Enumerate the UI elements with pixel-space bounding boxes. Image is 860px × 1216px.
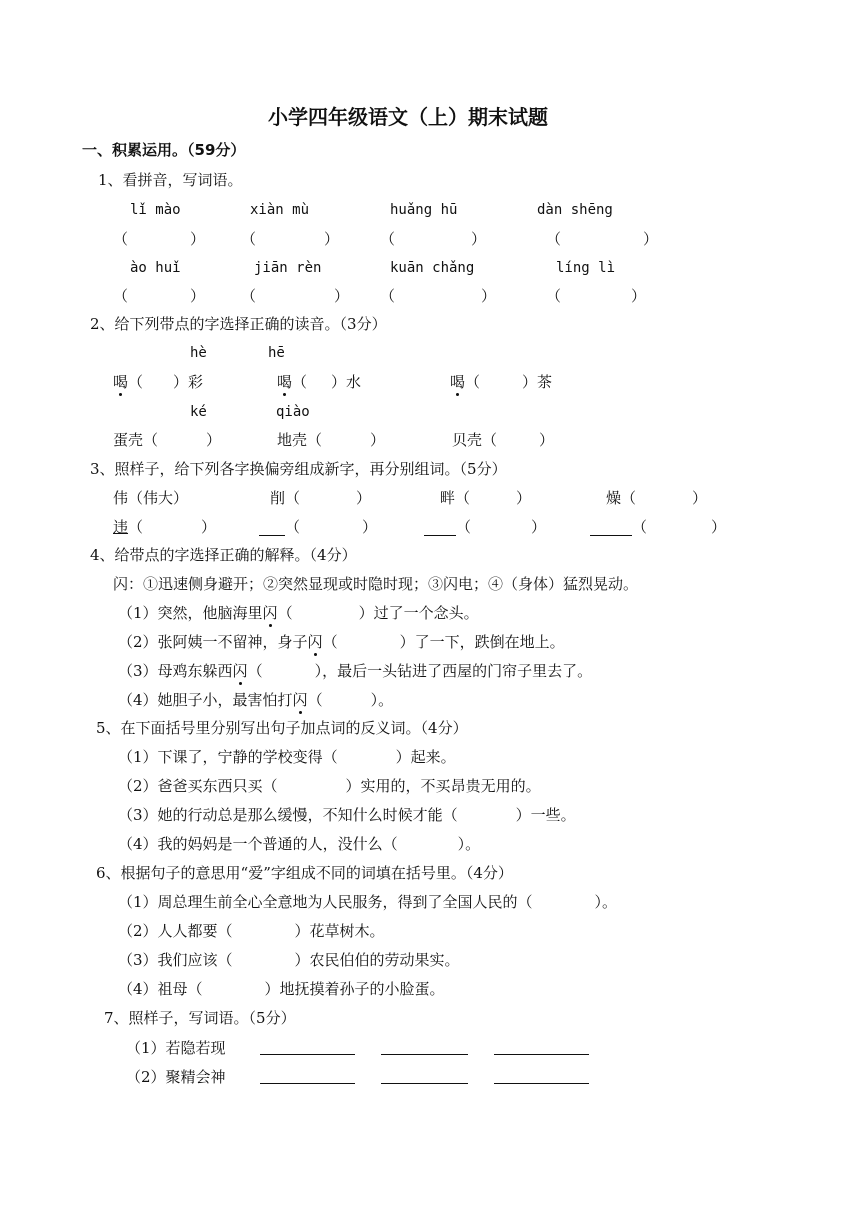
pinyin: líng lì [556, 260, 616, 276]
write-line[interactable] [494, 1065, 589, 1084]
question-2-label: 2、给下列带点的字选择正确的读音。（3分） [90, 315, 387, 333]
char-item: 畔（ ） [440, 489, 532, 507]
answer-blank[interactable]: （ ） [113, 230, 206, 248]
choice-item: 蛋壳（ ） [113, 431, 222, 449]
sentence: （4）我的妈妈是一个普通的人，没什么（ ）。 [118, 835, 481, 853]
sentence: （2）张阿姨一不留神，身子闪（ ）了一下，跌倒在地上。 [118, 633, 565, 651]
answer-blank[interactable]: （ ） [546, 287, 647, 305]
sentence: （4）她胆子小，最害怕打闪（ ）。 [118, 691, 394, 709]
write-line[interactable] [260, 1036, 355, 1055]
pinyin: huǎng hū [390, 202, 458, 218]
write-line[interactable] [260, 1065, 355, 1084]
char-item: 燥（ ） [606, 489, 708, 507]
pinyin: lǐ mào [130, 202, 181, 218]
example-word: （2）聚精会神 [126, 1068, 226, 1086]
choice-item: 地壳（ ） [277, 431, 386, 449]
example: 伟（伟大） [113, 489, 189, 507]
sentence: （2）爸爸买东西只买（ ）实用的，不买昂贵无用的。 [118, 777, 541, 795]
choice-item: 喝（ ）彩 [113, 373, 204, 391]
answer-blank[interactable]: （ ） [241, 287, 350, 305]
pinyin: dàn shēng [537, 202, 613, 218]
pinyin: xiàn mù [250, 202, 310, 218]
write-line[interactable] [381, 1036, 468, 1055]
answer-blank[interactable]: （ ） [380, 287, 497, 305]
paren-blank[interactable]: （ ） [632, 518, 727, 536]
question-7-label: 7、照样子，写词语。（5分） [104, 1009, 296, 1027]
choice-item: 喝（ ）水 [277, 373, 362, 391]
char-item: 削（ ） [270, 489, 372, 507]
section-heading-1: 一、积累运用。（59分） [82, 141, 246, 159]
pinyin: ào huǐ [130, 260, 181, 276]
answer-blank[interactable]: （ ） [546, 230, 659, 248]
pinyin: qiào [276, 404, 310, 420]
example-word: （1）若隐若现 [126, 1039, 226, 1057]
sentence: （1）下课了，宁静的学校变得（ ）起来。 [118, 748, 456, 766]
question-6-label: 6、根据句子的意思用“爱”字组成不同的词填在括号里。（4分） [96, 864, 513, 882]
question-1-label: 1、看拼音，写词语。 [98, 171, 243, 189]
pinyin: jiān rèn [254, 260, 322, 276]
sentence: （4）祖母（ ）地抚摸着孙子的小脸蛋。 [118, 980, 445, 998]
write-line[interactable] [494, 1036, 589, 1055]
paren-blank[interactable]: （ ） [285, 518, 378, 536]
question-3-label: 3、照样子，给下列各字换偏旁组成新字，再分别组词。（5分） [90, 460, 507, 478]
question-4-label: 4、给带点的字选择正确的解释。（4分） [90, 546, 357, 564]
choice-item: 喝（ ）茶 [450, 373, 553, 391]
sentence: （3）母鸡东躲西闪（ ），最后一头钻进了西屋的门帘子里去了。 [118, 662, 593, 680]
sentence: （2）人人都要（ ）花草树木。 [118, 922, 385, 940]
write-line[interactable] [381, 1065, 468, 1084]
pinyin: hē [268, 345, 285, 361]
definition: 闪：①迅速侧身避开；②突然显现或时隐时现；③闪电；④（身体）猛烈晃动。 [113, 575, 639, 593]
pinyin: hè [190, 345, 207, 361]
write-line[interactable] [590, 517, 632, 536]
new-char-item: 违（ ） [113, 518, 217, 536]
answer-blank[interactable]: （ ） [241, 230, 340, 248]
write-line[interactable] [424, 517, 456, 536]
sentence: （1）周总理生前全心全意地为人民服务，得到了全国人民的（ ）。 [118, 893, 618, 911]
pinyin: ké [190, 404, 207, 420]
answer-blank[interactable]: （ ） [113, 287, 206, 305]
sentence: （3）我们应该（ ）农民伯伯的劳动果实。 [118, 951, 460, 969]
pinyin: kuān chǎng [390, 260, 475, 276]
choice-item: 贝壳（ ） [452, 431, 555, 449]
sentence: （1）突然，他脑海里闪（ ）过了一个念头。 [118, 604, 479, 622]
sentence: （3）她的行动总是那么缓慢，不知什么时候才能（ ）一些。 [118, 806, 576, 824]
write-line[interactable] [259, 517, 285, 536]
page-title: 小学四年级语文（上）期末试题 [268, 105, 548, 129]
answer-blank[interactable]: （ ） [380, 230, 487, 248]
question-5-label: 5、在下面括号里分别写出句子加点词的反义词。（4分） [96, 719, 468, 737]
paren-blank[interactable]: （ ） [456, 518, 547, 536]
